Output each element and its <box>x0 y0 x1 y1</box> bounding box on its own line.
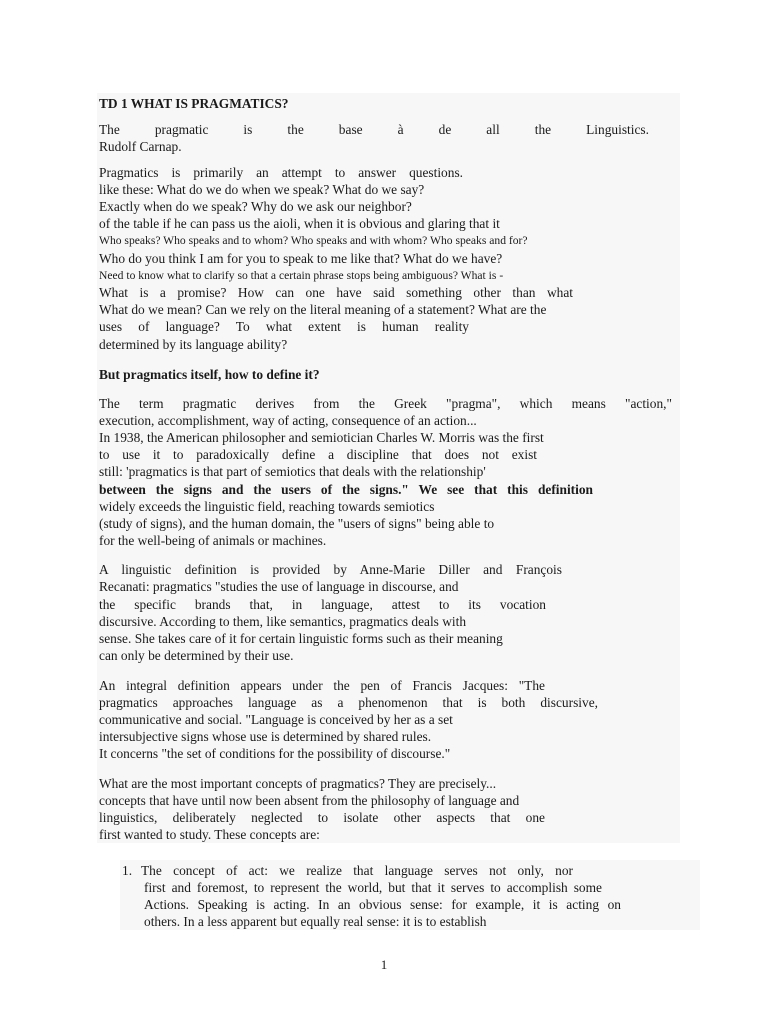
paragraph-line: Pragmatics is primarily an attempt to answer questions. <box>99 165 463 180</box>
paragraph-line: between the signs and the users of the signs." We see that this definition <box>99 482 593 497</box>
paragraph-line: first wanted to study. These concepts are: <box>99 827 320 842</box>
list-item-line: Actions. Speaking is acting. In an obvious sense: for example, it is acting on <box>144 897 621 912</box>
paragraph-line: What are the most important concepts of pragmatics? They are precisely... <box>99 776 497 791</box>
paragraph-line: Who do you think I am for you to speak to me like that? What do we have? <box>99 251 503 266</box>
paragraph-line: What do we mean? Can we rely on the literal meaning of a statement? What are the <box>99 302 547 317</box>
paragraph-line: Exactly when do we speak? Why do we ask our neighbor? <box>99 199 412 214</box>
paragraph-line: The term pragmatic derives from the Greek "pragma", which means "action," <box>99 396 672 411</box>
list-number: 1. <box>122 863 133 878</box>
paragraph-line: concepts that have until now been absent from the philosophy of language and <box>99 793 520 808</box>
paragraph-line: intersubjective signs whose use is determined by shared rules. <box>99 729 432 744</box>
list-item-line: first and foremost, to represent the world, but that it serves to accomplish some <box>144 880 602 895</box>
paragraph-line: (study of signs), and the human domain, the "users of signs" being able to <box>99 516 495 531</box>
paragraph-line: pragmatics approaches language as a phenomenon that is both discursive, <box>99 695 598 710</box>
page-title: TD 1 WHAT IS PRAGMATICS? <box>99 96 289 111</box>
paragraph-line: linguistics, deliberately neglected to isolate other aspects that one <box>99 810 545 825</box>
paragraph-line: for the well-being of animals or machines. <box>99 533 327 548</box>
intro-line: The pragmatic is the base à de all the Linguistics. <box>99 122 649 137</box>
paragraph-line: What is a promise? How can one have said something other than what <box>99 285 573 300</box>
paragraph-line: discursive. According to them, like semantics, pragmatics deals with <box>99 614 467 629</box>
page-number: 1 <box>380 957 388 972</box>
paragraph-line: like these: What do we do when we speak? What do we say? <box>99 182 425 197</box>
paragraph-line: the specific brands that, in language, attest to its vocation <box>99 597 546 612</box>
paragraph-line: determined by its language ability? <box>99 337 288 352</box>
paragraph-line: Need to know what to clarify so that a certain phrase stops being ambiguous? What is - <box>99 269 504 282</box>
paragraph-line: An integral definition appears under the pen of Francis Jacques: "The <box>99 678 545 693</box>
paragraph-line: Recanati: pragmatics "studies the use of language in discourse, and <box>99 579 459 594</box>
paragraph-line: execution, accomplishment, way of acting, consequence of an action... <box>99 413 477 428</box>
paragraph-line: In 1938, the American philosopher and semiotician Charles W. Morris was the first <box>99 430 544 445</box>
paragraph-line: still: 'pragmatics is that part of semiotics that deals with the relationship' <box>99 464 486 479</box>
paragraph-line: sense. She takes care of it for certain linguistic forms such as their meaning <box>99 631 503 646</box>
paragraph-line: communicative and social. "Language is conceived by her as a set <box>99 712 453 727</box>
paragraph-line: widely exceeds the linguistic field, reaching towards semiotics <box>99 499 435 514</box>
list-item-line: The concept of act: we realize that language serves not only, nor <box>141 863 573 878</box>
paragraph-line: uses of language? To what extent is human reality <box>99 319 469 334</box>
paragraph-line: can only be determined by their use. <box>99 648 294 663</box>
paragraph-line: of the table if he can pass us the aioli, when it is obvious and glaring that it <box>99 216 500 231</box>
paragraph-line: Who speaks? Who speaks and to whom? Who speaks and with whom? Who speaks and for? <box>99 234 528 247</box>
paragraph-line: It concerns "the set of conditions for the possibility of discourse." <box>99 746 451 761</box>
list-item-line: others. In a less apparent but equally real sense: it is to establish <box>144 914 487 929</box>
section-subheading: But pragmatics itself, how to define it? <box>99 367 320 382</box>
paragraph-line: to use it to paradoxically define a discipline that does not exist <box>99 447 537 462</box>
intro-line: Rudolf Carnap. <box>99 139 182 154</box>
paragraph-line: A linguistic definition is provided by Anne-Marie Diller and François <box>99 562 562 577</box>
